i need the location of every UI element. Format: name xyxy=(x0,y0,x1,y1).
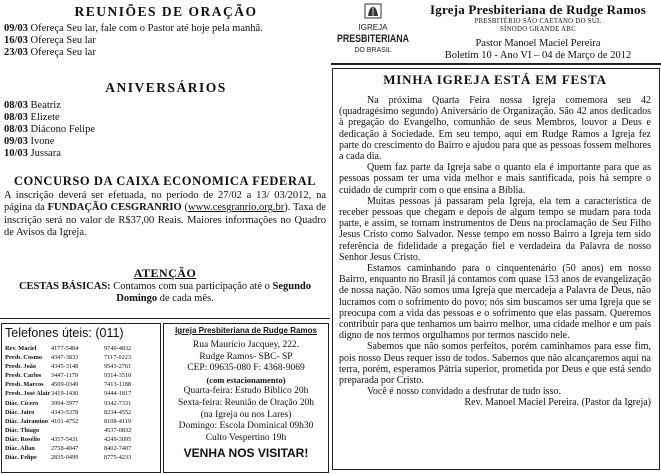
list-item xyxy=(4,47,328,59)
svg-text:PRESBITERIANA: PRESBITERIANA xyxy=(337,33,410,45)
item-date: 09/03 xyxy=(4,136,28,147)
phone-number xyxy=(51,426,104,435)
contact-name: Diác. Felipe xyxy=(5,454,37,462)
prayer-meetings-title: REUNIÕES DE ORAÇÃO xyxy=(74,4,258,19)
item-text: Ofereça Seu lar, fale com o Pastor até hoje pela manhã. xyxy=(27,23,263,34)
contact-name: Diác. Cícero xyxy=(5,399,39,407)
table-row xyxy=(5,380,157,389)
phone-number: 4509-0349 xyxy=(51,381,79,389)
article-title: MINHA IGREJA ESTÁ EM FESTA xyxy=(383,72,607,87)
contest-title: CONCURSO DA CAIXA ECONOMICA FEDERAL xyxy=(13,174,317,188)
item-date: 16/03 xyxy=(4,35,28,46)
church-info-line: Rudge Ramos- SBC- SP xyxy=(199,351,293,362)
phone-number: 4537-0832 xyxy=(104,426,132,434)
article-paragraph: Muitas pessoas já passaram pela Igreja, ela tem a característica de receber pessoas que chegam e depois de algum tempo se mudam para toda parte, e assim, se tornam instrumentos de Deus na proclamação de Seu Filho Jesus Cristo como Salvador. Nesse tempo em nosso Bairro a Igreja tem sido referência de fidelidade a pregação fiel e verdadeira da Palavra de nosso Senhor Jesus Cristo. xyxy=(339,195,651,263)
phone-number: 4343-5378 xyxy=(51,408,79,416)
item-date: 09/03 xyxy=(4,23,28,34)
bulletin-info: Boletim 10 - Ano VI – 04 de Março de 2012 xyxy=(444,50,632,61)
item-text: Ofereça Seu lar xyxy=(27,47,96,58)
phone-number: 9740-4832 xyxy=(104,345,132,352)
contact-name: Diác. Allan xyxy=(5,445,35,453)
article-paragraph: Quem faz parte da Igreja sabe o quanto ela é importante para que as pessoas possam ter uma vida melhor e mais santificada, pois há sempre o cuidado de cumprir com o que ensina a Bíblia. xyxy=(339,162,651,196)
attention-emph: Segundo Domingo xyxy=(116,281,312,304)
phone-number: 7117-0223 xyxy=(104,354,132,362)
table-row xyxy=(5,426,157,435)
table-row xyxy=(5,417,157,426)
item-text: Jussara xyxy=(27,148,61,159)
phone-number: 8234-4552 xyxy=(104,408,132,416)
list-item xyxy=(4,112,328,124)
contact-name: Diác. Rosélio xyxy=(5,435,40,443)
attention-text-b: de cada mês. xyxy=(157,293,214,304)
pastor-name: Pastor Manoel Maciel Pereira xyxy=(475,38,601,49)
church-info-line: CEP: 09635-080 F: 4368-9069 xyxy=(187,363,305,374)
burning-bush-icon xyxy=(335,2,411,60)
list-item xyxy=(4,136,328,148)
phone-number: 4345-3148 xyxy=(51,363,79,371)
table-row xyxy=(5,371,157,380)
table-row xyxy=(5,408,157,417)
contact-name: Rev. Maciel xyxy=(5,345,37,352)
contest-text xyxy=(4,190,326,240)
article-paragraph: Na próxima Quarta Feira nossa Igreja comemora seu 42 (quadragésimo segundo) Aniversário de Organização. São 42 anos dedicados à pregação do Evangelho, comunhão de seus Membros, louvor a Deus e dedicação à Sociedade. Em seu tempo, aqui em Rudge Ramos a Igreja fez parte do crescimento do Bairro e ajudou para que as pessoas fossem melhores a cada dia. xyxy=(339,95,651,163)
synod-name: SÍNODO GRANDE ABC xyxy=(499,26,577,33)
svg-text:IGREJA: IGREJA xyxy=(358,23,388,32)
contact-name: Diác. Jairamino xyxy=(5,417,49,425)
contest-text-c: ). Taxa de inscrição será no valor de R$37,00 Reais. Maiores informações no Quadro de Avisos da Igreja. xyxy=(4,202,327,239)
contact-name: Presb. Cosmo xyxy=(5,354,42,362)
phone-table xyxy=(5,344,157,462)
bulletin-header xyxy=(417,2,659,62)
contact-name: Presb. Carlos xyxy=(5,372,42,380)
birthdays-section xyxy=(4,80,328,160)
phone-number: 2758-4047 xyxy=(51,445,79,453)
table-row xyxy=(5,399,157,408)
contest-text-b: ( xyxy=(181,202,189,214)
phone-number: 8775-4233 xyxy=(104,454,132,462)
table-row xyxy=(5,362,157,371)
list-item xyxy=(4,35,328,47)
church-info-line: Domingo: Escola Dominical 09h30 xyxy=(178,421,314,432)
phone-number: 9543-2761 xyxy=(104,363,132,371)
item-text: Elizete xyxy=(27,112,60,123)
article-paragraph: Estamos caminhando para o cinquentenário (50 anos) em nosso Bairro, enquanto no Brasil já contamos com quase 153 anos de evangelização de nossa nação. Não somos uma Igreja que mercadeja a Palavra de Deus, não lucramos com o sofrimento do povo; nós sim buscamos ser uma Igreja que se preocupa com a vida das pessoas e o sofrimento que elas passam. Queremos contribuir para que tenhamos um bairro melhor, uma cidade melhor e um país digno de nos termos orgulhamos por termos nascido nele. xyxy=(339,263,651,342)
phone-number: 9314-3510 xyxy=(104,372,132,380)
contest-org: FUNDAÇÃO CESGRANRIO xyxy=(47,202,182,214)
table-row xyxy=(5,435,157,444)
attention-label: CESTAS BÁSICAS: xyxy=(18,281,111,292)
phone-number: 3447-1179 xyxy=(51,372,79,380)
item-date: 08/03 xyxy=(4,100,28,111)
phone-number: 7413-1188 xyxy=(104,381,132,389)
divider xyxy=(0,318,330,319)
attention-title: ATENÇÃO xyxy=(133,266,197,280)
presbytery-name: PRESBITÉRIO SÃO CAETANO DO SUL xyxy=(474,18,602,25)
right-column xyxy=(331,0,661,474)
church-info-line: (na Igreja ou nos Lares) xyxy=(200,409,292,420)
contact-name: Presb. João xyxy=(5,363,37,371)
birthdays-title: ANIVERSÁRIOS xyxy=(105,80,227,95)
phone-list-box xyxy=(1,323,161,473)
article-paragraph: Você é nosso convidado a desfrutar de tudo isso. xyxy=(367,386,561,398)
contact-name: Presb. Marcos xyxy=(5,381,44,389)
church-info-title: Igreja Presbiteriana de Rudge Ramos xyxy=(175,326,317,335)
svg-text:DO BRASIL: DO BRASIL xyxy=(354,47,392,54)
article-signature: Rev. Manoel Maciel Pereira. (Pastor da Igreja) xyxy=(464,397,651,409)
church-info-line: Quarta-feira: Estudo Bíblico 20h xyxy=(183,386,309,397)
phone-number: 4347-3833 xyxy=(51,354,79,362)
item-text: Ivone xyxy=(27,136,55,147)
contest-text-a: A inscrição deverá ser efetuada, no período de 27/02 a 13/ 03/2012, na página da xyxy=(4,190,326,214)
church-info-box xyxy=(163,323,329,473)
church-info-line: (com estacionamento) xyxy=(206,374,286,385)
item-date: 23/03 xyxy=(4,47,28,58)
attention-text xyxy=(4,281,326,305)
phone-number: 2835-0499 xyxy=(51,454,79,462)
table-row xyxy=(5,453,157,462)
church-title: Igreja Presbiteriana de Rudge Ramos xyxy=(430,2,646,17)
item-text: Beatriz xyxy=(27,100,61,111)
table-row xyxy=(5,344,157,353)
attention-section xyxy=(4,266,326,305)
left-column xyxy=(0,0,330,474)
phone-number: 4177-5484 xyxy=(51,345,79,352)
list-item xyxy=(4,148,328,160)
list-item xyxy=(4,100,328,112)
contact-name: Presb. José Alair xyxy=(5,390,51,398)
phone-number: 4357-5431 xyxy=(51,435,79,443)
phone-list-title: Telefones úteis: (011) xyxy=(5,326,124,340)
article-paragraph: Sabemos que não somos perfeitos, porém caminhamos para esse fim, pois nosso Deus requer isso de todos. Sabemos que não alcançaremos aqui na terra, porém, esperamos Pátria superior, prometida por Deus e que está sendo preparada por Cristo. xyxy=(339,341,651,387)
header-divider xyxy=(331,63,661,65)
article-box xyxy=(332,68,660,470)
prayer-meetings-section xyxy=(4,4,328,59)
list-item xyxy=(4,23,328,35)
attention-text-a: Contamos com sua participação até o xyxy=(110,281,273,292)
contact-name: Diác. Jairo xyxy=(5,408,35,416)
church-info-line: Rua Maurício Jacquey, 222. xyxy=(192,340,300,350)
list-item xyxy=(4,124,328,136)
church-info-line: Sexta-feira: Reunião de Oração 20h xyxy=(177,397,315,408)
phone-number: 3419-1430 xyxy=(51,390,79,398)
church-info-line: Culto Vespertino 19h xyxy=(205,432,287,443)
item-date: 08/03 xyxy=(4,112,28,123)
phone-number: 9444-1817 xyxy=(104,390,132,398)
contest-url-link[interactable]: www.cesgranrio.org.br xyxy=(188,202,285,214)
phone-number: 8108-4119 xyxy=(104,417,132,425)
phone-number: 3994-3977 xyxy=(51,399,79,407)
table-row xyxy=(5,353,157,362)
phone-number: 4249-3095 xyxy=(104,435,132,443)
phone-number: 8402-7407 xyxy=(104,445,132,453)
table-row xyxy=(5,444,157,453)
phone-number: 4101-4752 xyxy=(51,417,79,425)
item-text: Ofereça Seu lar xyxy=(27,35,96,46)
table-row xyxy=(5,389,157,398)
visit-us-text: VENHA NOS VISITAR! xyxy=(183,446,309,461)
item-text: Diácono Felipe xyxy=(27,124,95,135)
phone-number: 9342-7331 xyxy=(104,399,132,407)
contact-name: Diác. Thiago xyxy=(5,426,40,434)
church-logo xyxy=(335,2,411,60)
contest-section xyxy=(4,174,326,240)
item-date: 08/03 xyxy=(4,124,28,135)
item-date: 10/03 xyxy=(4,148,28,159)
